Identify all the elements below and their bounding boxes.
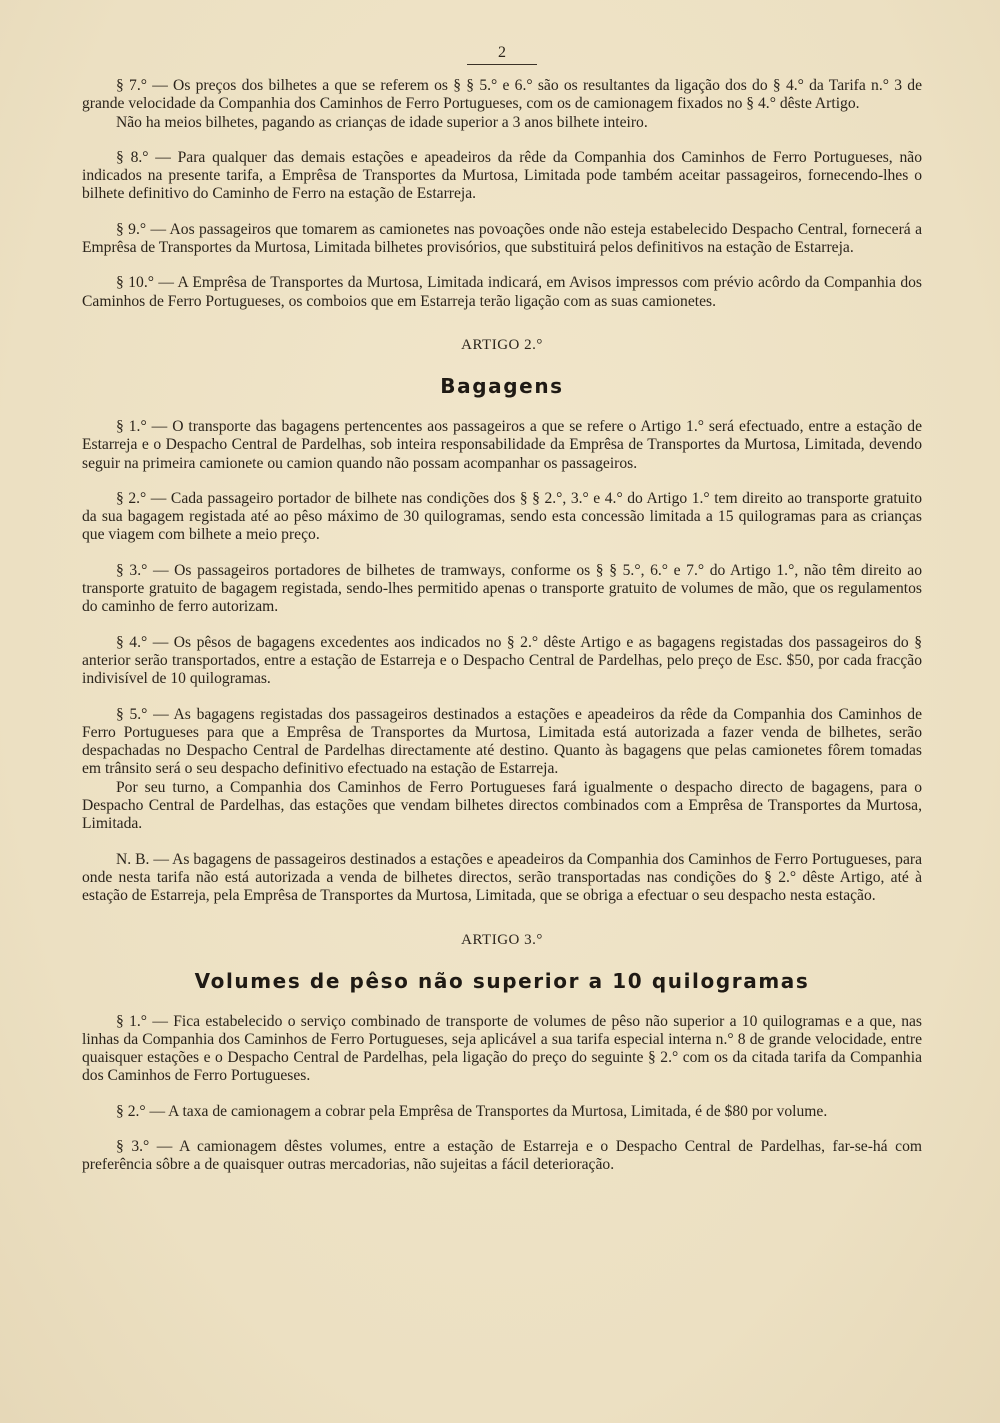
paragraph-volumes-3: § 3.° — A camionagem dêstes volumes, entre a estação de Estarreja e o Despacho Central de Pardelhas, far-se-há com preferência sôbre a de quaisquer outras mercadorias, não sujeitas a fácil deterioração. [82, 1137, 922, 1174]
article-3-title: ARTIGO 3.° [461, 931, 543, 948]
paragraph-bagagens-4: § 4.° — Os pêsos de bagagens excedentes aos indicados no § 2.° dêste Artigo e as bagagens registadas dos passageiros do § anterior serão transportados, entre a estação de Estarreja e o Despacho Central de Pardelhas, pelo preço de Esc. $50, por cada fracção indivisível de 10 quilogramas. [82, 633, 922, 688]
paragraph-9: § 9.° — Aos passageiros que tomarem as camionetes nas povoações onde não esteja estabelecido Despacho Central, fornecerá a Emprêsa de Transportes da Murtosa, Limitada bilhetes provisórios, que substituirá pelos definitivos na estação de Estarreja. [82, 220, 922, 257]
article-2-title: ARTIGO 2.° [461, 336, 543, 353]
paragraph-bagagens-3: § 3.° — Os passageiros portadores de bilhetes de tramways, conforme os § § 5.°, 6.° e 7.° do Artigo 1.°, não têm direito ao transporte gratuito de bagagem registada, sendo-lhes permitido apenas o transporte gratuito de volumes de mão, que os regulamentos do caminho de ferro autorizam. [82, 561, 922, 616]
paragraph-bagagens-5: § 5.° — As bagagens registadas dos passageiros destinados a estações e apeadeiros da rêde da Companhia dos Caminhos de Ferro Portugueses para que a Emprêsa de Transportes da Murtosa, Limitada está autorizada a fazer venda de bilhetes, serão despachadas no Despacho Central de Pardelhas directamente até destino. Quanto às bagagens que pelas camionetes fôrem tomadas em trânsito será o seu despacho definitivo efectuado na estação de Estarreja. [82, 705, 922, 778]
paragraph-bagagens-2: § 2.° — Cada passageiro portador de bilhete nas condições dos § § 2.°, 3.° e 4.° do Artigo 1.° tem direito ao transporte gratuito da sua bagagem registada até ao pêso máximo de 30 quilogramas, sendo esta concessão limitada a 15 quilogramas para as crianças que viagem com bilhete a meio preço. [82, 489, 922, 544]
paragraph-nota-bene: N. B. — As bagagens de passageiros destinados a estações e apeadeiros da Companhia dos Caminhos de Ferro Portugueses, para onde nesta tarifa não está autorizada a venda de bilhetes directos, serão transportadas nas condições do § 2.° dêste Artigo, até à estação de Estarreja, pela Emprêsa de Transportes da Murtosa, Limitada, que se obriga a efectuar o seu despacho nesta estação. [82, 850, 922, 905]
paragraph-7: § 7.° — Os preços dos bilhetes a que se referem os § § 5.° e 6.° são os resultantes da ligação dos do § 4.° da Tarifa n.° 3 de grande velocidade da Companhia dos Caminhos de Ferro Portugueses, com os de camionagem fixados no § 4.° dêste Artigo. [82, 77, 922, 113]
paragraph-volumes-1: § 1.° — Fica estabelecido o serviço combinado de transporte de volumes de pêso não superior a 10 quilogramas e a que, nas linhas da Companhia dos Caminhos de Ferro Portugueses, seja aplicável a sua tarifa especial interna n.° 8 de grande velocidade, entre quaisquer estações e o Despacho Central de Pardelhas, pela ligação do preço do seguinte § 2.° com os da citada tarifa da Companhia dos Caminhos de Ferro Portugueses. [82, 1012, 922, 1085]
section-heading-bagagens: Bagagens [440, 373, 564, 398]
paragraph-bagagens-5-continued: Por seu turno, a Companhia dos Caminhos de Ferro Portugueses fará igualmente o despacho directo de bagagens, para o Despacho Central de Pardelhas, das estações que vendam bilhetes directos combinados com a Emprêsa de Transportes da Murtosa, Limitada. [82, 778, 922, 833]
paragraph-meios-bilhetes: Não ha meios bilhetes, pagando as crianças de idade superior a 3 anos bilhete inteiro. [116, 113, 648, 131]
section-heading-volumes: Volumes de pêso não superior a 10 quilogramas [194, 968, 810, 993]
paragraph-10: § 10.° — A Emprêsa de Transportes da Murtosa, Limitada indicará, em Avisos impressos com prévio acôrdo da Companhia dos Caminhos de Ferro Portugueses, os comboios que em Estarreja terão ligação com as suas camionetes. [82, 274, 922, 310]
page-number: 2 [467, 44, 537, 65]
paragraph-volumes-2: § 2.° — A taxa de camionagem a cobrar pela Emprêsa de Transportes da Murtosa, Limitada, é de $80 por volume. [116, 1102, 828, 1120]
paragraph-bagagens-1: § 1.° — O transporte das bagagens pertencentes aos passageiros a que se refere o Artigo 1.° será efectuado, entre a estação de Estarreja e o Despacho Central de Pardelhas, sob inteira responsabilidade da Emprêsa de Transportes da Murtosa, Limitada, devendo seguir na primeira camionete ou camion quando não possam acompanhar os passageiros. [82, 417, 922, 472]
paragraph-8: § 8.° — Para qualquer das demais estações e apeadeiros da rêde da Companhia dos Caminhos de Ferro Portugueses, não indicados na presente tarifa, a Emprêsa de Transportes da Murtosa, Limitada pode também aceitar passageiros, fornecendo-lhes o bilhete definitivo do Caminho de Ferro na estação de Estarreja. [82, 148, 922, 203]
